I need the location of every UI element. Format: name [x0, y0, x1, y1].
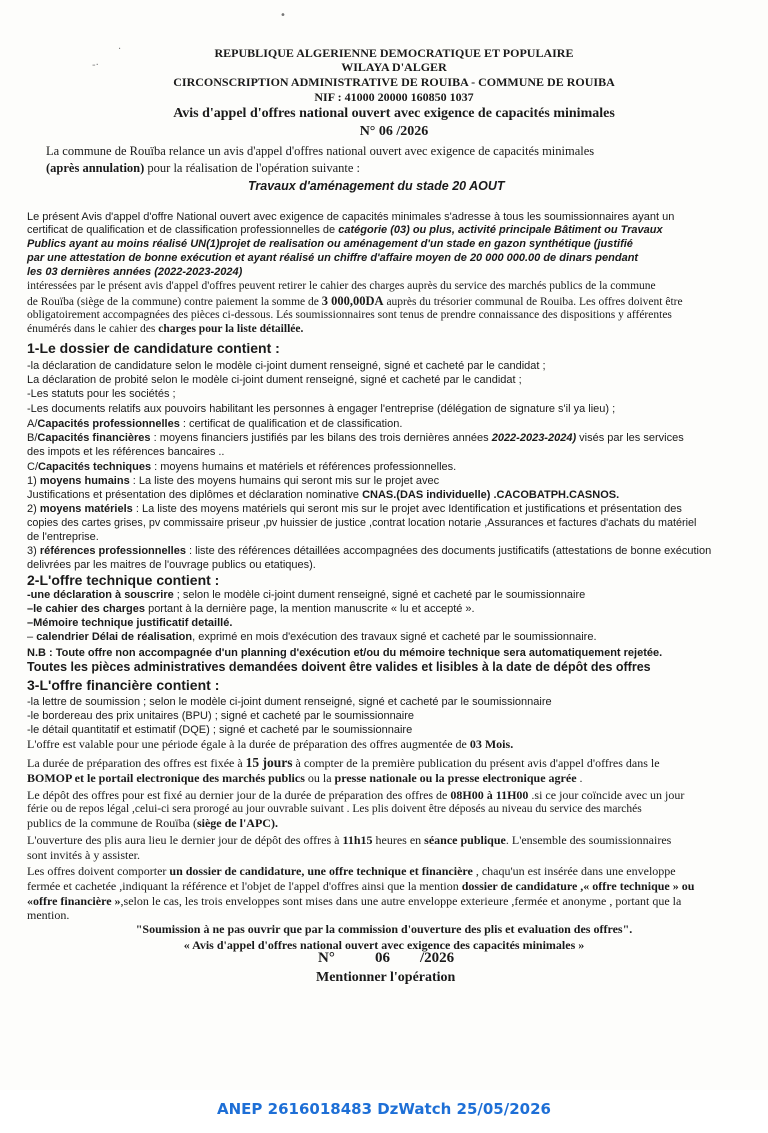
- moyens-materiels-line-3: de l'entreprise.: [27, 531, 99, 543]
- header-republic: REPUBLIQUE ALGERIENNE DEMOCRATIQUE ET POPULAIRE: [214, 46, 574, 60]
- document-title: Avis d'appel d'offres national ouvert avec exigence de capacités minimales: [173, 106, 615, 121]
- closing-number: 06: [375, 950, 390, 966]
- body-line-1: Le présent Avis d'appel d'offre National ouvert avec exigence de capacités minimales s'adresse à tous les soumissionnaires ayant un: [27, 211, 675, 223]
- body-line-7: de Rouïba (siège de la commune) contre paiement la somme de 3 000,00DA auprès du trésorier communal de Rouiba. Les offres doivent être: [27, 294, 683, 308]
- section-3-title: 3-L'offre financière contient :: [27, 677, 220, 693]
- closing-number-label: N°: [318, 950, 335, 966]
- section-3-item: -la lettre de soumission ; selon le modèle ci-joint dument renseigné, signé et cacheté par le soumissionnaire: [27, 696, 552, 708]
- body-line-9: énumérés dans le cahier des charges pour la liste détaillée.: [27, 323, 304, 335]
- closing-line: mention.: [27, 908, 70, 922]
- closing-line: férie ou de repos légal ,celui-ci sera prorogé au jour ouvrable suivant . Les plis doivent être déposés au niveau du service des marchés: [27, 803, 642, 815]
- header-circonscription: CIRCONSCRIPTION ADMINISTRATIVE DE ROUIBA - COMMUNE DE ROUIBA: [173, 75, 615, 89]
- operation-title: Travaux d'aménagement du stade 20 AOUT: [248, 179, 505, 193]
- closing-line: fermée et cachetée ,indiquant la référence et l'objet de l'appel d'offres ainsi que la mention dossier de candidature ,« offre technique » ou: [27, 879, 695, 893]
- section-2-item: –le cahier des charges portant à la dernière page, la mention manuscrite « lu et accepté ».: [27, 603, 475, 615]
- validity-notice: Toutes les pièces administratives demandées doivent être valides et lisibles à la date de dépôt des offres: [27, 660, 651, 674]
- header-nif: NIF : 41000 20000 160850 1037: [314, 90, 474, 104]
- section-2-item: -une déclaration à souscrire ; selon le modèle ci-joint dument renseigné, signé et cacheté par le soumissionnaire: [27, 589, 586, 601]
- section-2-item: –Mémoire technique justificatif detaillé.: [27, 617, 233, 629]
- closing-line: publics de la commune de Rouïba (siège de l'APC).: [27, 816, 278, 830]
- moyens-humains-line-2: Justifications et présentation des diplômes et déclaration nominative CNAS.(DAS individuelle) .CACOBATPH.CASNOS.: [27, 489, 620, 501]
- envelope-reference: « Avis d'appel d'offres national ouvert avec exigence des capacités minimales »: [183, 938, 585, 952]
- closing-line: «offre financière »,selon le cas, les trois enveloppes sont mises dans une autre enveloppe exterieure ,fermée et anonyme , portant que la: [27, 894, 682, 908]
- nb-notice: N.B : Toute offre non accompagnée d'un planning d'exécution et/ou du mémoire technique sera automatiquement rejetée.: [27, 647, 663, 659]
- section-1-item: -la déclaration de candidature selon le modèle ci-joint dument renseigné, signé et cacheté par le candidat ;: [27, 360, 546, 372]
- capacites-financieres-line-2: des impots et les références bancaires ..: [27, 446, 225, 458]
- intro-line-2: (après annulation) pour la réalisation de l'opération suivante :: [46, 161, 361, 175]
- header-wilaya: WILAYA D'ALGER: [341, 60, 447, 74]
- section-3-item: -le bordereau des prix unitaires (BPU) ; signé et cacheté par le soumissionnaire: [27, 710, 415, 722]
- closing-line: La durée de préparation des offres est fixée à 15 jours à compter de la première publication du présent avis d'appel d'offres dans le: [27, 755, 660, 770]
- section-2-title: 2-L'offre technique contient :: [27, 572, 220, 588]
- scan-mark: •: [280, 10, 286, 21]
- closing-line: BOMOP et le portail electronique des marchés publics ou la presse nationale ou la presse electronique agrée .: [27, 771, 583, 785]
- moyens-materiels: 2) moyens matériels : La liste des moyens matériels qui seront mis sur le projet avec Identification et justifications et présentation des: [27, 503, 682, 515]
- references-professionnelles-line-2: delivrées par les maitres de l'ouvrage publics ou etatiques).: [27, 559, 316, 571]
- references-professionnelles: 3) références professionnelles : liste des références détaillées accompagnées des documents justificatifs (attestations de bonne exécution: [27, 545, 712, 557]
- moyens-materiels-line-2: copies des cartes grises, pv commissaire priseur ,pv huissier de justice ,contrat location notarie ,Assurances et factures d'achats du matériel: [27, 517, 697, 529]
- section-1-title: 1-Le dossier de candidature contient :: [27, 340, 280, 356]
- intro-line-1: La commune de Rouïba relance un avis d'appel d'offres national ouvert avec exigence de capacités minimales: [46, 144, 595, 158]
- anep-footer: ANEP 2616018483 DzWatch 25/05/2026: [217, 1100, 551, 1118]
- scan-mark: -·: [92, 60, 99, 71]
- capacites-financieres: B/Capacités financières : moyens financiers justifiés par les bilans des trois dernières années 2022-2023-2024) visés par les services: [27, 432, 684, 444]
- offer-validity: L'offre est valable pour une période égale à la durée de préparation des offres augmentée de 03 Mois.: [27, 737, 514, 751]
- closing-year: /2026: [420, 950, 455, 966]
- closing-line: Le dépôt des offres pour est fixé au dernier jour de la durée de préparation des offres de 08H00 à 11H00 .si ce jour coïncide avec un jour: [27, 788, 685, 802]
- body-line-4: par une attestation de bonne exécution et ayant réalisé un chiffre d'affaire moyen de 20 000 000.00 de dinars pendant: [27, 252, 639, 264]
- section-3-item: -le détail quantitatif et estimatif (DQE) ; signé et cacheté par le soumissionnaire: [27, 724, 413, 736]
- body-line-3: Publics ayant au moins réalisé UN(1)projet de realisation ou aménagement d'un stade en gazon synthétique (justifié: [27, 238, 633, 250]
- section-1-item: -Les statuts pour les sociétés ;: [27, 388, 176, 400]
- capacites-techniques: C/Capacités techniques : moyens humains et matériels et références professionnelles.: [27, 461, 457, 473]
- body-line-8: obligatoirement accompagnées des pièces ci-dessous. Lés soumissionnaires sont tenus de prendre connaissance des dispositions y afférentes: [27, 309, 672, 321]
- closing-line: Les offres doivent comporter un dossier de candidature, une offre technique et financière , chaqu'un est insérée dans une enveloppe: [27, 864, 676, 878]
- closing-line: L'ouverture des plis aura lieu le dernier jour de dépôt des offres à 11h15 heures en séance publique. L'ensemble des soumissionnaires: [27, 833, 672, 847]
- closing-line: sont invités à y assister.: [27, 848, 140, 862]
- section-1-item: -Les documents relatifs aux pouvoirs habilitant les personnes à engager l'entreprise (délégation de signature s'il ya lieu) ;: [27, 403, 616, 415]
- scan-mark: ·: [118, 44, 122, 55]
- section-2-item: – calendrier Délai de réalisation, exprimé en mois d'exécution des travaux signé et cacheté par le soumissionnaire.: [27, 631, 597, 643]
- capacites-professionnelles: A/Capacités professionnelles : certificat de qualification et de classification.: [27, 418, 403, 430]
- document-number: N° 06 /2026: [359, 124, 429, 139]
- envelope-quote: "Soumission à ne pas ouvrir que par la commission d'ouverture des plis et evaluation des offres".: [135, 922, 633, 936]
- section-1-item: La déclaration de probité selon le modèle ci-joint dument renseigné, signé et cacheté par le candidat ;: [27, 374, 522, 386]
- body-line-5: les 03 dernières années (2022-2023-2024): [27, 266, 243, 278]
- body-line-2: certificat de qualification et de classification professionnelles de catégorie (03) ou plus, activité principale Bâtiment ou Travaux: [27, 224, 663, 236]
- body-line-6: intéressées par le présent avis d'appel d'offres peuvent retirer le cahier des charges auprès du service des marchés publics de la commune: [27, 280, 656, 292]
- mention-operation: Mentionner l'opération: [316, 970, 456, 985]
- moyens-humains: 1) moyens humains : La liste des moyens humains qui seront mis sur le projet avec: [27, 475, 440, 487]
